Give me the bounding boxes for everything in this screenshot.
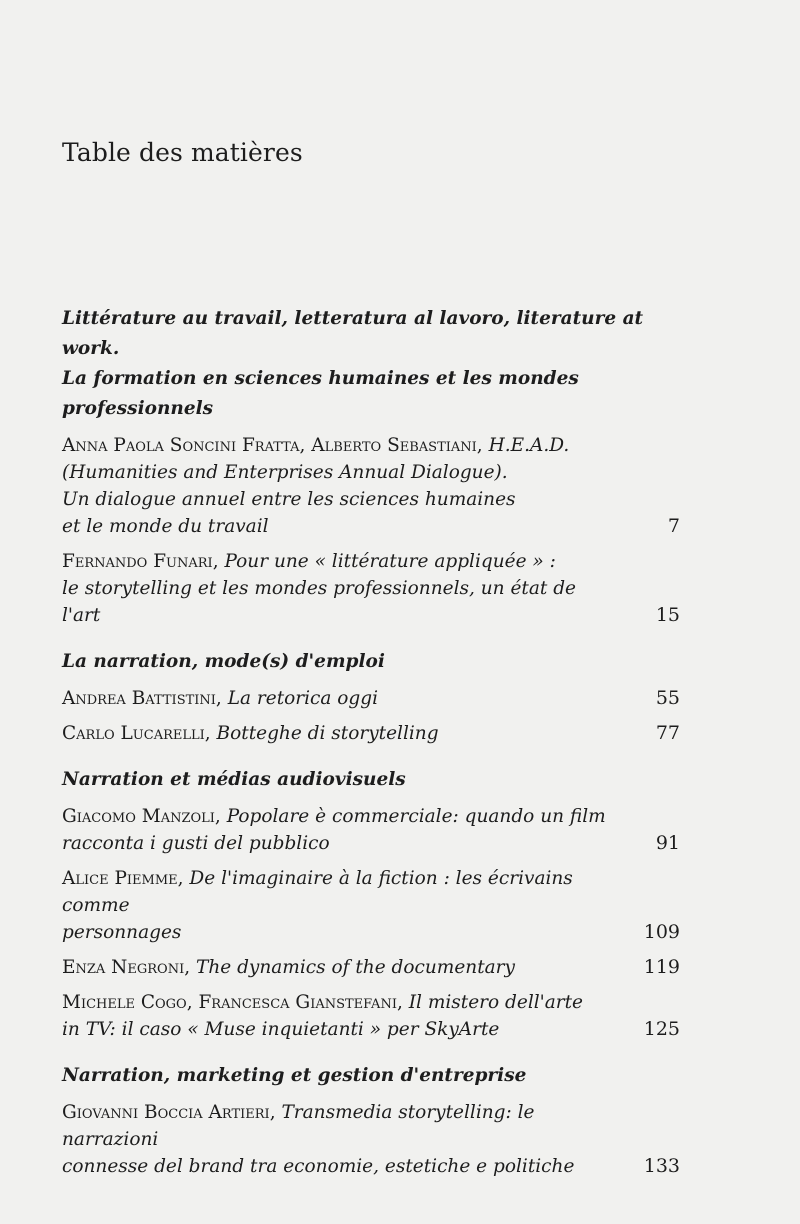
entry-text <box>62 954 638 981</box>
toc-section <box>62 765 680 1043</box>
entry-author: Giovanni Boccia Artieri, <box>62 1102 276 1123</box>
toc-entry <box>62 1099 680 1180</box>
entry-author: Alice Piemme, <box>62 868 184 889</box>
toc-section <box>62 304 680 629</box>
entry-title-line: Popolare è commerciale: quando un film <box>226 806 606 827</box>
entry-title-line: et le monde du travail <box>62 516 269 537</box>
toc-entry <box>62 432 680 540</box>
entry-title-line: De l'imaginaire à la fiction : les écrivains comme <box>62 868 573 916</box>
toc-entry <box>62 548 680 629</box>
entry-page-number: 77 <box>655 722 680 744</box>
entry-text <box>62 1099 638 1180</box>
entry-page-number: 125 <box>643 1018 680 1040</box>
entry-text <box>62 803 638 857</box>
entry-text <box>62 685 638 712</box>
toc-section <box>62 647 680 747</box>
entry-title-line: La retorica oggi <box>227 688 379 709</box>
entry-text <box>62 720 638 747</box>
entry-title-line: connesse del brand tra economie, estetiche e politiche <box>62 1156 575 1177</box>
entry-title-line: H.E.A.D. <box>488 435 570 456</box>
entry-page-number: 133 <box>643 1155 680 1177</box>
entry-author: Andrea Battistini, <box>62 688 222 709</box>
entry-title-line: Transmedia storytelling: le narrazioni <box>62 1102 535 1150</box>
entry-title-line: Pour une « littérature appliquée » : <box>224 551 556 572</box>
section-title: La narration, mode(s) d'emploi <box>62 651 385 672</box>
section-title <box>62 304 680 424</box>
entry-text <box>62 865 638 946</box>
entry-title-line: Il mistero dell'arte <box>408 992 584 1013</box>
section-title-line: La formation en sciences humaines et les mondes professionnels <box>62 368 579 419</box>
entry-text <box>62 989 638 1043</box>
toc-content <box>62 304 680 1198</box>
entry-author: Carlo Lucarelli, <box>62 723 211 744</box>
section-title: Narration, marketing et gestion d'entreprise <box>62 1065 527 1086</box>
section-title: Narration et médias audiovisuels <box>62 769 406 790</box>
entry-title-line: in TV: il caso « Muse inquietanti » per SkyArte <box>62 1019 500 1040</box>
toc-entry <box>62 685 680 712</box>
entry-text <box>62 548 638 629</box>
entry-page-number: 91 <box>655 832 680 854</box>
toc-entry <box>62 720 680 747</box>
toc-entry <box>62 954 680 981</box>
toc-entry <box>62 803 680 857</box>
entry-author: Anna Paola Soncini Fratta, Alberto Sebastiani, <box>62 435 483 456</box>
entry-author: Enza Negroni, <box>62 957 191 978</box>
toc-entry <box>62 865 680 946</box>
entry-title-line: le storytelling et les mondes professionnels, un état de l'art <box>62 578 576 626</box>
entry-page-number: 55 <box>655 687 680 709</box>
entry-title-line: (Humanities and Enterprises Annual Dialogue). <box>62 462 508 483</box>
entry-title-line: Un dialogue annuel entre les sciences humaines <box>62 489 516 510</box>
entry-title-line: racconta i gusti del pubblico <box>62 833 330 854</box>
toc-entry <box>62 989 680 1043</box>
section-title-line: Littérature au travail, letteratura al lavoro, literature at work. <box>62 308 644 359</box>
entry-title-line: personnages <box>62 922 182 943</box>
entry-author: Michele Cogo, Francesca Gianstefani, <box>62 992 403 1013</box>
page-title: Table des matières <box>62 138 303 167</box>
entry-text <box>62 432 638 540</box>
entry-page-number: 7 <box>667 515 680 537</box>
entry-page-number: 119 <box>643 956 680 978</box>
entry-title-line: Botteghe di storytelling <box>216 723 439 744</box>
entry-author: Giacomo Manzoli, <box>62 806 221 827</box>
entry-author: Fernando Funari, <box>62 551 219 572</box>
entry-title-line: The dynamics of the documentary <box>195 957 515 978</box>
entry-page-number: 109 <box>643 921 680 943</box>
entry-page-number: 15 <box>655 604 680 626</box>
toc-section <box>62 1061 680 1180</box>
